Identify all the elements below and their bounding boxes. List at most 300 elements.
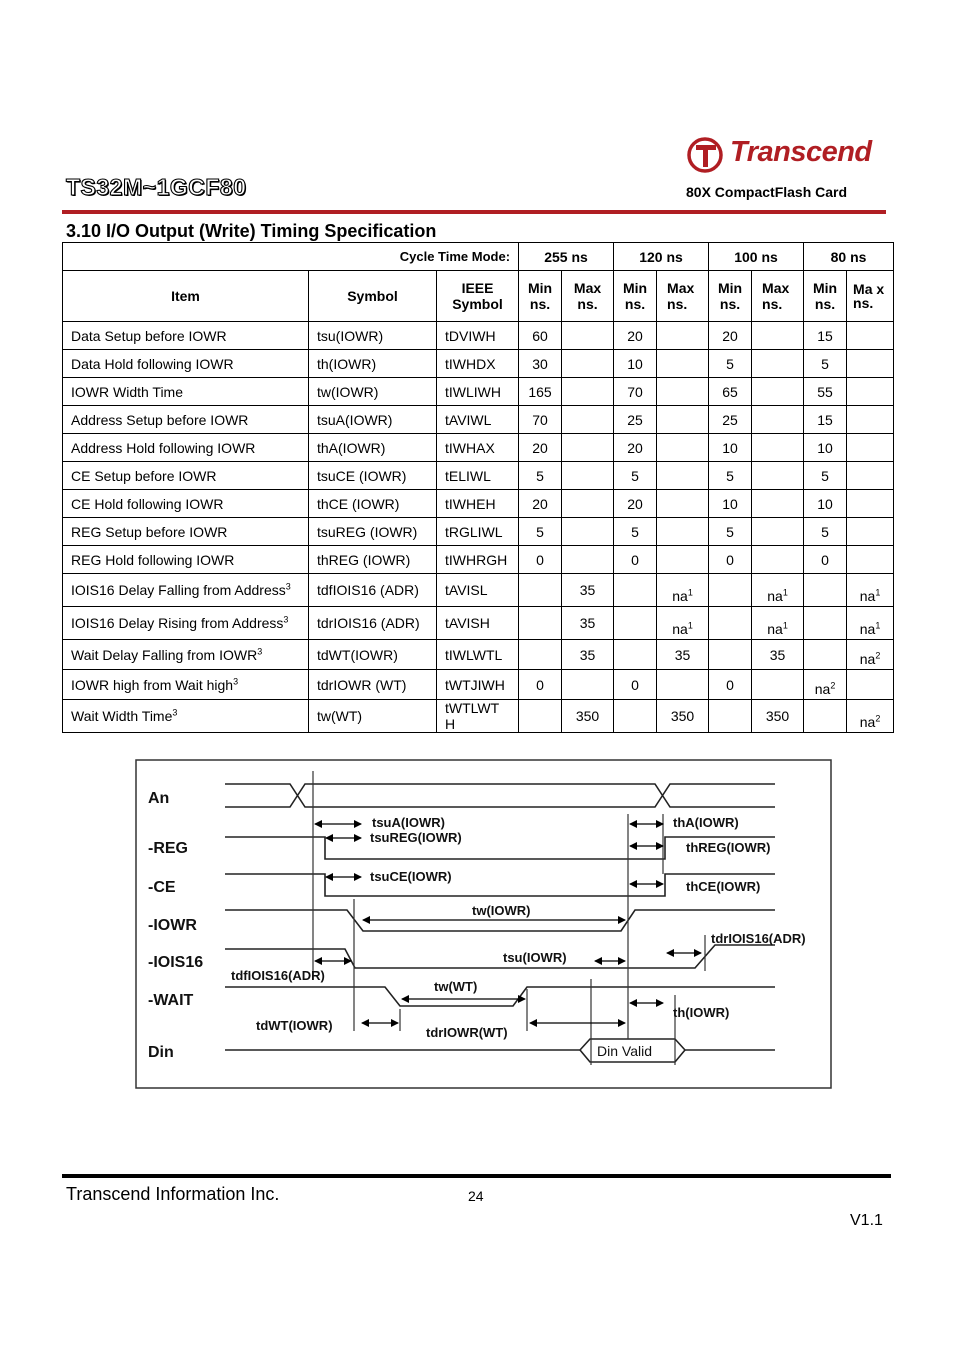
signal-label-din: Din [148, 1044, 174, 1061]
cell-value [562, 434, 614, 462]
value-text: 350 [765, 708, 790, 724]
cell-value [614, 350, 657, 378]
value-text: na [672, 621, 688, 637]
item-text: REG Setup before IOWR [71, 523, 228, 540]
footnote-marker: 3 [257, 645, 263, 656]
footnote-marker: 3 [285, 581, 291, 592]
cell-value [562, 640, 614, 670]
table-row [63, 462, 894, 490]
cell-value [614, 462, 657, 490]
cell-value [752, 350, 804, 378]
value-text: 10 [627, 355, 643, 372]
timing-spec-table [62, 242, 894, 733]
cell-symbol: tsuA(IOWR) [309, 406, 437, 434]
table-row [63, 518, 894, 546]
value-text: 20 [627, 439, 643, 456]
cell-value [519, 640, 562, 670]
cell-value [657, 546, 709, 574]
item-text: REG Hold following IOWR [71, 551, 235, 568]
cell-value [709, 406, 752, 434]
cell-value [519, 574, 562, 607]
value-text: 0 [631, 551, 639, 568]
mode-header: 255 ns [519, 243, 614, 271]
cell-value [614, 434, 657, 462]
cell-value [804, 518, 847, 546]
cell-ieee-symbol: tWTLWT H [437, 700, 519, 733]
value-text: 10 [722, 439, 738, 456]
cell-value [752, 490, 804, 518]
item-text: IOWR high from Wait high [71, 676, 234, 693]
label-tsuREG: tsuREG(IOWR) [370, 830, 462, 845]
cell-value [804, 462, 847, 490]
value-text: na [767, 588, 783, 604]
cell-value [752, 434, 804, 462]
cell-value [847, 670, 894, 700]
cell-symbol: tdrIOWR (WT) [309, 670, 437, 700]
value-text: 65 [722, 383, 738, 400]
label-tw: tw(IOWR) [472, 903, 531, 918]
cell-value [562, 518, 614, 546]
value-text: 5 [726, 355, 734, 372]
value-text: 30 [532, 355, 548, 372]
value-text: 60 [532, 327, 548, 344]
column-header-max: Max ns. [657, 271, 709, 322]
table-row [63, 546, 894, 574]
cell-value [847, 322, 894, 350]
cell-value [614, 670, 657, 700]
value-text: 35 [674, 646, 691, 663]
cell-value [709, 574, 752, 607]
column-header-min: Min ns. [709, 271, 752, 322]
document-subtitle: 80X CompactFlash Card [686, 184, 848, 200]
cell-value [752, 670, 804, 700]
cell-value [519, 670, 562, 700]
cell-symbol: tw(IOWR) [309, 378, 437, 406]
cell-value [804, 574, 847, 607]
cell-value [657, 462, 709, 490]
value-text: 15 [817, 411, 833, 428]
cell-symbol: thCE (IOWR) [309, 490, 437, 518]
cell-item [63, 670, 309, 700]
item-text: Wait Width Time [71, 708, 173, 724]
value-text: na [859, 621, 876, 637]
cell-item [63, 574, 309, 607]
value-text: 10 [722, 495, 738, 512]
value-text: 20 [532, 495, 548, 512]
cell-value [804, 406, 847, 434]
item-text: IOIS16 Delay Falling from Address [71, 582, 286, 598]
cell-value [847, 518, 894, 546]
cell-item [63, 462, 309, 490]
cell-value [804, 434, 847, 462]
cell-value [657, 322, 709, 350]
cell-value [752, 406, 804, 434]
cell-value [519, 350, 562, 378]
cell-item [63, 546, 309, 574]
item-text: IOWR Width Time [71, 383, 184, 400]
footnote-marker: 1 [687, 620, 693, 631]
label-tdWT: tdWT(IOWR) [256, 1018, 333, 1033]
item-text: CE Setup before IOWR [71, 467, 217, 484]
cell-value [657, 670, 709, 700]
signal-label-reg: -REG [148, 840, 188, 857]
column-header-min: Min ns. [804, 271, 847, 322]
cell-value [657, 378, 709, 406]
cell-ieee-symbol: tIWLWTL [437, 640, 519, 670]
write-timing-diagram [135, 759, 832, 1089]
footer-divider [62, 1174, 891, 1178]
table-row [63, 670, 894, 700]
value-text: na [859, 651, 876, 667]
cell-value [519, 406, 562, 434]
signal-label-wait: -WAIT [148, 992, 194, 1009]
label-din-valid: Din Valid [597, 1043, 652, 1059]
label-tdrIOWR: tdrIOWR(WT) [426, 1025, 508, 1040]
cycle-mode-row [63, 243, 894, 271]
footnote-marker: 1 [782, 620, 788, 631]
cell-value [752, 700, 804, 733]
value-text: 55 [817, 383, 833, 400]
cell-value [614, 700, 657, 733]
cell-value [804, 546, 847, 574]
cycle-time-label: Cycle Time Mode: [63, 243, 519, 271]
label-tsu: tsu(IOWR) [503, 950, 567, 965]
table-row [63, 350, 894, 378]
section-heading: 3.10 I/O Output (Write) Timing Specification [66, 221, 437, 241]
cell-value [709, 490, 752, 518]
value-text: 5 [821, 467, 829, 484]
cell-ieee-symbol: tIWLIWH [437, 378, 519, 406]
cell-value [752, 546, 804, 574]
value-text: 35 [579, 582, 596, 598]
table-row [63, 434, 894, 462]
cell-symbol: th(IOWR) [309, 350, 437, 378]
item-text: Data Setup before IOWR [71, 327, 227, 344]
cell-value [519, 546, 562, 574]
label-tsuA: tsuA(IOWR) [372, 815, 445, 830]
value-text: 70 [532, 411, 548, 428]
mode-header: 120 ns [614, 243, 709, 271]
column-header-min: Min ns. [519, 271, 562, 322]
transcend-t-icon [686, 134, 728, 176]
cell-symbol: tdfIOIS16 (ADR) [309, 574, 437, 607]
signal-label-iowr: -IOWR [148, 917, 197, 934]
cell-item [63, 640, 309, 670]
cell-value [657, 574, 709, 607]
cell-value [752, 574, 804, 607]
cell-value [804, 378, 847, 406]
cell-value [519, 518, 562, 546]
value-text: 0 [821, 551, 829, 568]
cell-value [752, 607, 804, 640]
table-row [63, 406, 894, 434]
cell-value [614, 490, 657, 518]
cell-symbol: thREG (IOWR) [309, 546, 437, 574]
value-text: na [672, 588, 688, 604]
cell-value [562, 700, 614, 733]
value-text: 0 [631, 676, 639, 693]
cell-value [614, 322, 657, 350]
cell-symbol: thA(IOWR) [309, 434, 437, 462]
value-text: 35 [769, 646, 786, 663]
cell-value [519, 462, 562, 490]
cell-symbol: tdWT(IOWR) [309, 640, 437, 670]
cell-value [709, 700, 752, 733]
cell-value [709, 640, 752, 670]
signal-label-an: An [148, 790, 170, 807]
cell-value [519, 322, 562, 350]
cell-value [752, 640, 804, 670]
cell-value [847, 574, 894, 607]
brand-logo [686, 134, 886, 176]
cell-item [63, 607, 309, 640]
cell-value [562, 406, 614, 434]
cell-value [804, 350, 847, 378]
cell-value [752, 518, 804, 546]
cell-item [63, 322, 309, 350]
mode-header: 100 ns [709, 243, 804, 271]
cell-value [657, 640, 709, 670]
value-text: 5 [821, 355, 829, 372]
column-header-row [63, 271, 894, 322]
table-row [63, 322, 894, 350]
table-row [63, 607, 894, 640]
value-text: 5 [536, 523, 544, 540]
cell-value [657, 490, 709, 518]
value-text: 0 [536, 676, 544, 693]
column-header-min: Min ns. [614, 271, 657, 322]
cell-value [562, 322, 614, 350]
value-text: 165 [528, 383, 552, 400]
cell-ieee-symbol: tAVIWL [437, 406, 519, 434]
table-row [63, 378, 894, 406]
value-text: 350 [575, 708, 600, 724]
item-text: Wait Delay Falling from IOWR [71, 646, 258, 663]
label-th: th(IOWR) [673, 1005, 730, 1020]
cell-ieee-symbol: tWTJIWH [437, 670, 519, 700]
cell-item [63, 490, 309, 518]
cell-value [709, 518, 752, 546]
item-text: CE Hold following IOWR [71, 495, 224, 512]
value-text: 0 [726, 676, 734, 693]
label-tsuCE: tsuCE(IOWR) [370, 869, 452, 884]
cell-symbol: tdrIOIS16 (ADR) [309, 607, 437, 640]
header-divider [62, 210, 886, 214]
cell-value [657, 350, 709, 378]
table-row [63, 640, 894, 670]
cell-value [657, 607, 709, 640]
cell-value [847, 640, 894, 670]
cell-value [657, 406, 709, 434]
value-text: na [767, 621, 783, 637]
cell-value [519, 378, 562, 406]
page-number: 24 [468, 1188, 484, 1204]
table-row [63, 700, 894, 733]
value-text: 5 [821, 523, 829, 540]
cell-value [847, 462, 894, 490]
label-thA: thA(IOWR) [673, 815, 739, 830]
cell-symbol: tsuREG (IOWR) [309, 518, 437, 546]
column-header-item: Item [63, 271, 309, 322]
footnote-marker: 1 [875, 620, 881, 631]
cell-symbol: tw(WT) [309, 700, 437, 733]
document-title: TS32M~1GCF80 [66, 174, 247, 200]
cell-value [804, 700, 847, 733]
value-text: 20 [627, 495, 643, 512]
value-text: 350 [670, 708, 695, 724]
footnote-marker: 1 [782, 587, 788, 598]
cell-value [804, 607, 847, 640]
cell-ieee-symbol: tELIWL [437, 462, 519, 490]
cell-value [709, 322, 752, 350]
cell-value [614, 640, 657, 670]
cell-value [752, 462, 804, 490]
column-header-max: Ma x ns. [847, 271, 894, 322]
label-twWT: tw(WT) [434, 979, 478, 994]
cell-value [614, 406, 657, 434]
cell-ieee-symbol: tDVIWH [437, 322, 519, 350]
cell-value [709, 607, 752, 640]
cell-value [614, 607, 657, 640]
cell-value [519, 434, 562, 462]
value-text: 35 [579, 615, 596, 631]
cell-value [562, 607, 614, 640]
value-text: 0 [726, 551, 734, 568]
item-text: Address Hold following IOWR [71, 439, 256, 456]
cell-value [709, 378, 752, 406]
footnote-marker: 3 [172, 707, 178, 718]
cell-item [63, 700, 309, 733]
cell-ieee-symbol: tIWHEH [437, 490, 519, 518]
value-text: 5 [536, 467, 544, 484]
cell-value [657, 518, 709, 546]
footnote-marker: 2 [830, 680, 836, 691]
cell-value [709, 462, 752, 490]
cell-value [804, 670, 847, 700]
cell-value [562, 670, 614, 700]
signal-label-iois16: -IOIS16 [148, 954, 204, 971]
column-header-ieee: IEEE Symbol [437, 271, 519, 322]
cell-value [657, 434, 709, 462]
label-thCE: thCE(IOWR) [686, 879, 761, 894]
footnote-marker: 3 [233, 675, 239, 686]
value-text: na [859, 588, 876, 604]
value-text: 25 [722, 411, 738, 428]
item-text: Address Setup before IOWR [71, 411, 249, 428]
value-text: 35 [579, 646, 596, 663]
footnote-marker: 2 [875, 650, 881, 661]
label-tdfIOIS16: tdfIOIS16(ADR) [231, 968, 325, 983]
column-header-max: Max ns. [752, 271, 804, 322]
value-text: 5 [631, 523, 639, 540]
cell-ieee-symbol: tIWHDX [437, 350, 519, 378]
cell-value [804, 640, 847, 670]
value-text: 0 [536, 551, 544, 568]
item-text: IOIS16 Delay Rising from Address [71, 615, 284, 631]
cell-symbol: tsu(IOWR) [309, 322, 437, 350]
cell-item [63, 378, 309, 406]
cell-value [847, 350, 894, 378]
cell-item [63, 406, 309, 434]
cell-value [562, 350, 614, 378]
cell-item [63, 518, 309, 546]
cell-value [752, 322, 804, 350]
cell-value [562, 378, 614, 406]
footnote-marker: 2 [875, 713, 881, 724]
cell-value [847, 607, 894, 640]
value-text: 5 [726, 467, 734, 484]
value-text: 10 [817, 495, 833, 512]
document-version: V1.1 [850, 1212, 883, 1229]
cell-ieee-symbol: tIWHRGH [437, 546, 519, 574]
value-text: na [814, 681, 831, 697]
value-text: 5 [726, 523, 734, 540]
cell-value [614, 546, 657, 574]
label-thREG: thREG(IOWR) [686, 840, 771, 855]
value-text: 20 [532, 439, 548, 456]
cell-ieee-symbol: tAVISL [437, 574, 519, 607]
cell-symbol: tsuCE (IOWR) [309, 462, 437, 490]
cell-ieee-symbol: tIWHAX [437, 434, 519, 462]
signal-label-ce: -CE [148, 879, 176, 896]
cell-value [562, 546, 614, 574]
cell-value [519, 607, 562, 640]
cell-value [847, 490, 894, 518]
cell-value [519, 490, 562, 518]
footnote-marker: 1 [875, 587, 881, 598]
cell-value [847, 406, 894, 434]
cell-value [709, 434, 752, 462]
cell-value [847, 434, 894, 462]
column-header-max: Max ns. [562, 271, 614, 322]
value-text: 5 [631, 467, 639, 484]
value-text: 15 [817, 327, 833, 344]
brand-name: Transcend [730, 136, 872, 168]
value-text: 20 [722, 327, 738, 344]
footer-company: Transcend Information Inc. [66, 1184, 280, 1204]
label-tdrIOIS16: tdrIOIS16(ADR) [711, 931, 806, 946]
cell-item [63, 350, 309, 378]
cell-value [562, 574, 614, 607]
cell-ieee-symbol: tAVISH [437, 607, 519, 640]
value-text: 70 [627, 383, 643, 400]
cell-value [562, 462, 614, 490]
cell-value [657, 700, 709, 733]
value-text: 20 [627, 327, 643, 344]
table-row [63, 490, 894, 518]
cell-value [847, 378, 894, 406]
cell-value [709, 350, 752, 378]
cell-value [519, 700, 562, 733]
cell-ieee-symbol: tRGLIWL [437, 518, 519, 546]
mode-header: 80 ns [804, 243, 894, 271]
cell-value [562, 490, 614, 518]
cell-value [847, 546, 894, 574]
value-text: 10 [817, 439, 833, 456]
cell-value [614, 378, 657, 406]
cell-value [847, 700, 894, 733]
cell-value [709, 670, 752, 700]
value-text: na [859, 714, 876, 730]
column-header-symbol: Symbol [309, 271, 437, 322]
footnote-marker: 1 [687, 587, 693, 598]
item-text: Data Hold following IOWR [71, 355, 234, 372]
cell-value [709, 546, 752, 574]
cell-value [752, 378, 804, 406]
cell-value [804, 490, 847, 518]
cell-item [63, 434, 309, 462]
footnote-marker: 3 [283, 614, 289, 625]
